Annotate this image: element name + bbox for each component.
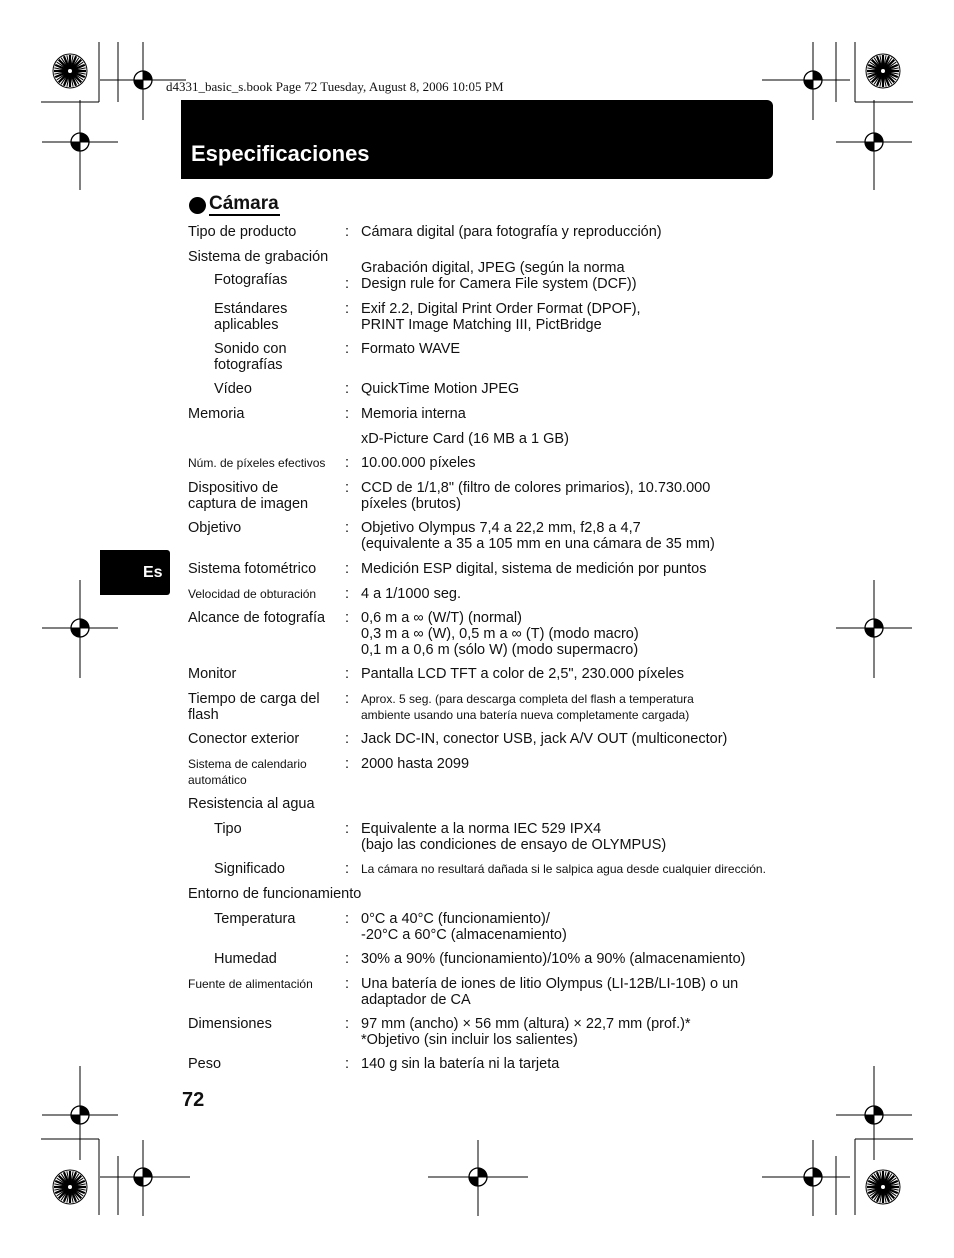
spec-label: Tiempo de carga del flash (188, 691, 320, 723)
spec-colon: : (345, 976, 350, 992)
spec-colon: : (345, 610, 350, 626)
spec-value: Aprox. 5 seg. (para descarga completa del flash a temperatura ambiente usando una batería nueva completamente cargada) (361, 692, 694, 722)
spec-colon: : (345, 301, 350, 317)
file-header: d4331_basic_s.book Page 72 Tuesday, August 8, 2006 10:05 PM (166, 79, 504, 94)
spec-colon: : (345, 951, 350, 967)
spec-label: Sistema de grabación (188, 249, 329, 265)
spec-label: Estándares aplicables (214, 301, 288, 333)
spec-value: Formato WAVE (361, 341, 461, 357)
spec-colon: : (345, 561, 350, 577)
spec-label: Tipo de producto (188, 224, 297, 240)
spec-value: 0,6 m a ∞ (W/T) (normal) 0,3 m a ∞ (W), 0,5 m a ∞ (T) (modo macro) 0,1 m a 0,6 m (sólo W) (modo supermacro) (361, 610, 639, 658)
spec-value: QuickTime Motion JPEG (361, 381, 520, 397)
spec-label: Núm. de píxeles efectivos (188, 456, 326, 470)
spec-colon: : (345, 224, 350, 240)
spec-colon: : (345, 586, 350, 602)
spec-colon: : (345, 406, 350, 422)
section-title: Cámara (209, 193, 279, 214)
spec-label: Memoria (188, 406, 245, 422)
spec-value: Medición ESP digital, sistema de medición por puntos (361, 561, 707, 577)
spec-label: Dispositivo de captura de imagen (188, 480, 309, 512)
language-tab (100, 550, 170, 595)
spec-value: Grabación digital, JPEG (según la norma Design rule for Camera File system (DCF)) (361, 260, 637, 292)
spec-colon: : (345, 381, 350, 397)
spec-label: Sistema fotométrico (188, 561, 317, 577)
page-title: Especificaciones (191, 141, 370, 166)
spec-label: Conector exterior (188, 731, 300, 747)
spec-colon: : (345, 1016, 350, 1032)
spec-label: Alcance de fotografía (188, 610, 326, 626)
page-number: 72 (182, 1089, 205, 1111)
spec-colon: : (345, 341, 350, 357)
spec-colon: : (345, 1056, 350, 1072)
spec-value: Jack DC-IN, conector USB, jack A/V OUT (multiconector) (361, 731, 728, 747)
spec-label: Humedad (214, 951, 277, 967)
spec-colon: : (345, 666, 350, 682)
spec-colon: : (345, 480, 350, 496)
spec-colon: : (345, 861, 350, 877)
spec-label: Significado (214, 861, 285, 877)
spec-colon: : (345, 455, 350, 471)
spec-value: 4 a 1/1000 seg. (361, 586, 461, 602)
title-banner (181, 100, 773, 179)
spec-label: Entorno de funcionamiento (188, 886, 362, 902)
spec-colon: : (345, 756, 350, 772)
spec-colon: : (345, 911, 350, 927)
spec-colon: : (345, 276, 350, 292)
spec-label: Resistencia al agua (188, 796, 315, 812)
spec-value: Equivalente a la norma IEC 529 IPX4 (bajo las condiciones de ensayo de OLYMPUS) (361, 821, 667, 853)
spec-value: 0°C a 40°C (funcionamiento)/ -20°C a 60°C (almacenamiento) (361, 911, 567, 943)
spec-value: Cámara digital (para fotografía y reproducción) (361, 224, 662, 240)
spec-value: 97 mm (ancho) × 56 mm (altura) × 22,7 mm (prof.)* *Objetivo (sin incluir los salientes) (361, 1016, 691, 1048)
spec-colon: : (345, 821, 350, 837)
spec-label: Tipo (214, 821, 242, 837)
section-heading (189, 193, 280, 216)
spec-value: Objetivo Olympus 7,4 a 22,2 mm, f2,8 a 4,7 (equivalente a 35 a 105 mm en una cámara de 35 mm) (361, 520, 715, 552)
spec-label: Sonido con fotografías (214, 341, 287, 373)
spec-value: xD-Picture Card (16 MB a 1 GB) (361, 431, 569, 447)
spec-value: 30% a 90% (funcionamiento)/10% a 90% (almacenamiento) (361, 951, 746, 967)
spec-value: 10.00.000 píxeles (361, 455, 476, 471)
spec-value: 2000 hasta 2099 (361, 756, 470, 772)
spec-label: Vídeo (214, 381, 252, 397)
spec-label: Sistema de calendario automático (188, 757, 307, 787)
language-tab-label: Es (143, 564, 163, 581)
spec-colon: : (345, 691, 350, 707)
spec-value: La cámara no resultará dañada si le salpica agua desde cualquier dirección. (361, 862, 766, 876)
spec-label: Dimensiones (188, 1016, 272, 1032)
spec-value: Exif 2.2, Digital Print Order Format (DPOF), PRINT Image Matching III, PictBridge (361, 301, 641, 333)
spec-colon: : (345, 731, 350, 747)
spec-value: Pantalla LCD TFT a color de 2,5", 230.000 píxeles (361, 666, 684, 682)
spec-label: Monitor (188, 666, 237, 682)
spec-label: Temperatura (214, 911, 296, 927)
spec-label: Fuente de alimentación (188, 977, 313, 991)
spec-value: CCD de 1/1,8" (filtro de colores primarios), 10.730.000 píxeles (brutos) (361, 480, 711, 512)
spec-label: Peso (188, 1056, 222, 1072)
spec-colon: : (345, 520, 350, 536)
spec-label: Velocidad de obturación (188, 587, 317, 601)
spec-value: 140 g sin la batería ni la tarjeta (361, 1056, 560, 1072)
spec-value: Memoria interna (361, 406, 466, 422)
bullet-icon (189, 197, 206, 214)
spec-label: Fotografías (214, 272, 288, 288)
spec-label: Objetivo (188, 520, 242, 536)
spec-value: Una batería de iones de litio Olympus (LI-12B/LI-10B) o un adaptador de CA (361, 976, 739, 1008)
